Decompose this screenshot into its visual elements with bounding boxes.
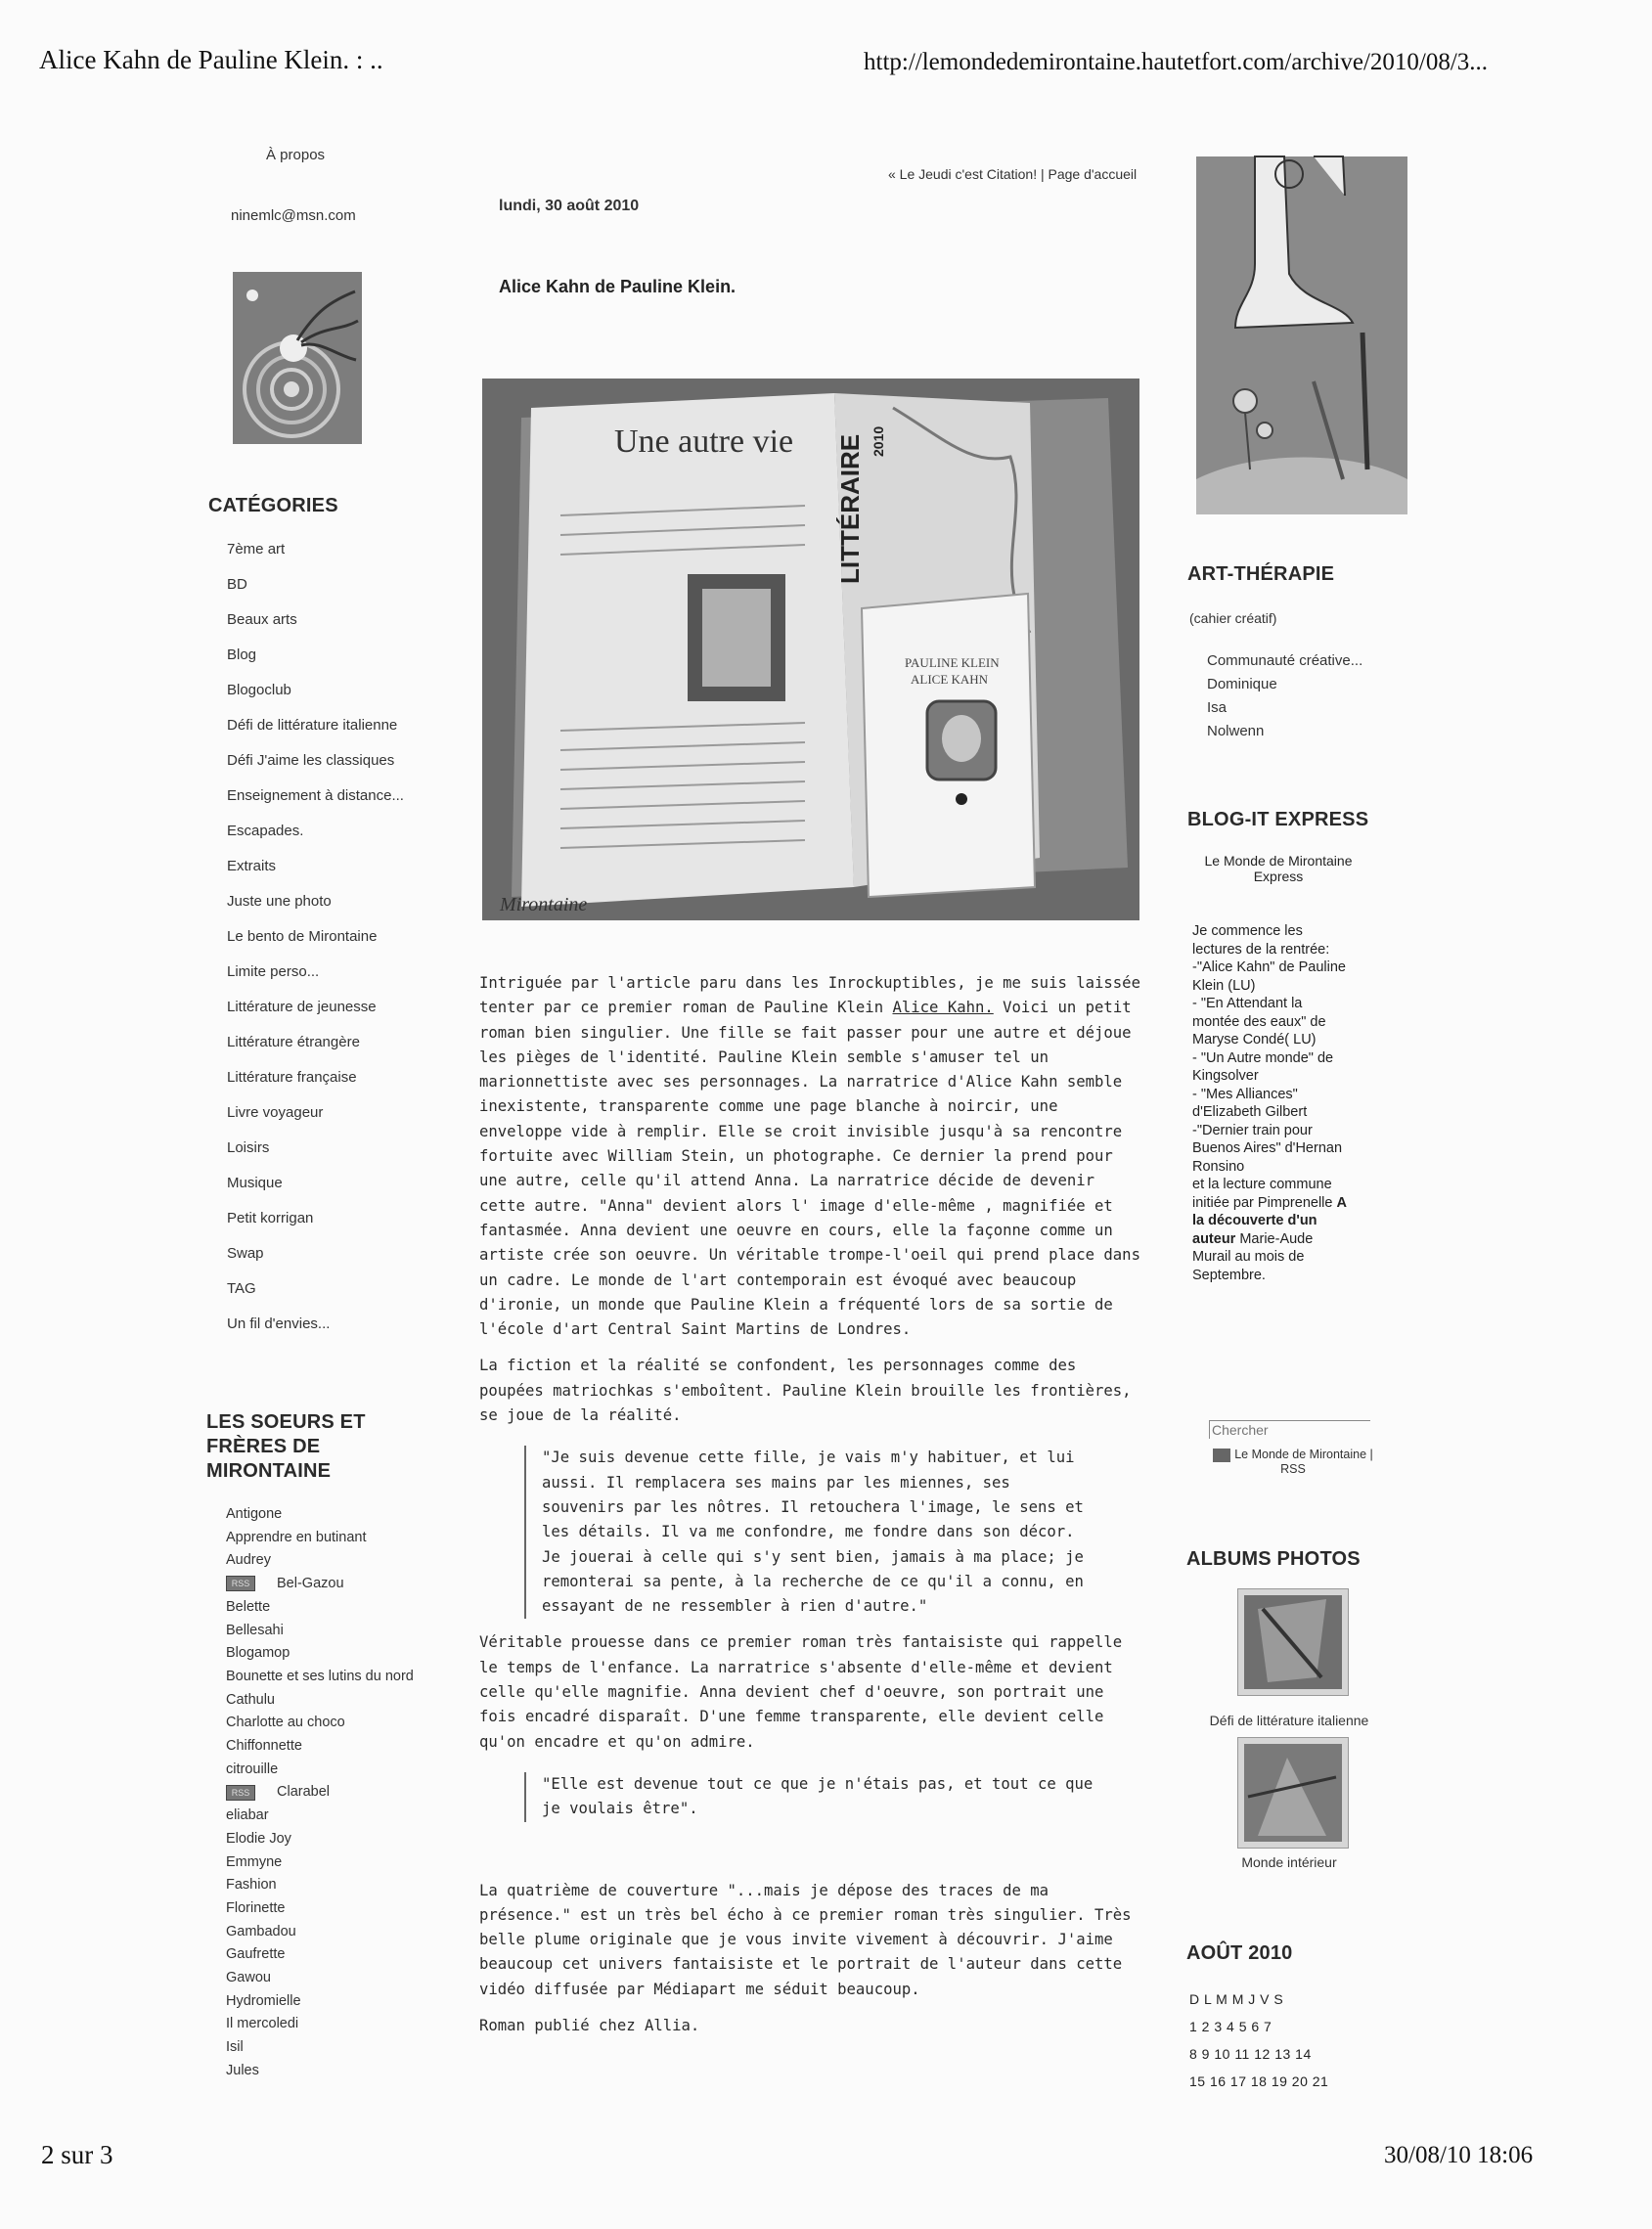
express-content [1192, 922, 1351, 1284]
book-title: ALICE KAHN [911, 672, 989, 687]
sibling-blog-label: Florinette [226, 1899, 286, 1916]
sibling-blog-link[interactable] [226, 1943, 414, 1967]
category-link[interactable]: Limite perso... [227, 963, 320, 980]
sibling-blog-link[interactable] [226, 2013, 414, 2036]
sibling-blog-label: Bounette et ses lutins du nord [226, 1668, 414, 1684]
sibling-blog-link[interactable] [226, 1689, 414, 1713]
post-title[interactable]: Alice Kahn de Pauline Klein. [499, 277, 737, 296]
category-link[interactable]: Swap [227, 1245, 264, 1262]
sibling-blog-label: Emmyne [226, 1853, 283, 1870]
print-page-title: Alice Kahn de Pauline Klein. : .. [39, 45, 383, 74]
express-item: -"Dernier train pour Buenos Aires" d'Hernan Ronsino [1192, 1122, 1343, 1175]
rss-badge-icon[interactable]: RSS [226, 1785, 255, 1801]
photo-watermark: Mirontaine [500, 894, 588, 915]
sibling-blog-link[interactable] [226, 1990, 414, 2014]
sibling-blog-link[interactable] [226, 2060, 414, 2083]
album-thumbnail[interactable] [1237, 1737, 1349, 1849]
print-datetime: 30/08/10 18:06 [1384, 2142, 1534, 2168]
avatar-picture [233, 272, 362, 444]
express-tail [1192, 1176, 1351, 1284]
sibling-blog-link[interactable] [226, 1642, 414, 1666]
book-magazine-photo [482, 379, 1139, 920]
print-page-url: http://lemondedemirontaine.hautetfort.com/archive/2010/08/3... [864, 49, 1489, 75]
sibling-blog-link[interactable] [226, 1874, 414, 1897]
book-link[interactable]: Alice Kahn. [892, 999, 994, 1017]
category-link[interactable]: Extraits [227, 858, 277, 874]
search-input[interactable] [1209, 1420, 1370, 1439]
book-author: PAULINE KLEIN [905, 655, 1000, 670]
sibling-blog-label: Bel-Gazou [277, 1576, 344, 1592]
art-link[interactable]: Communauté créative... [1207, 652, 1363, 669]
sibling-blog-link[interactable] [226, 1503, 414, 1527]
about-link[interactable]: À propos [266, 147, 326, 163]
sibling-blog-label: Jules [226, 2062, 259, 2078]
calendar-week[interactable]: 8 9 10 11 12 13 14 [1189, 2046, 1312, 2062]
post-paragraph: Roman publié chez Allia. [479, 2016, 700, 2034]
sibling-blog-link[interactable] [226, 1527, 414, 1550]
avatar-illustration [233, 272, 362, 444]
print-page-number: 2 sur 3 [41, 2140, 113, 2169]
post-paragraph: La fiction et la réalité se confondent, les personnages comme des poupées matriochkas s'emboîtent. Pauline Klein brouille les frontières, se joue de la réalité. [479, 1357, 1132, 1425]
album-caption[interactable]: Monde intérieur [1241, 1854, 1337, 1870]
express-tail-text: Marie-Aude Murail au mois de Septembre. [1192, 1230, 1314, 1283]
sibling-blog-label: Il mercoledi [226, 2016, 299, 2032]
post-quote: "Je suis devenue cette fille, je vais m'y habituer, et lui aussi. Il remplacera ses mains par les miennes, ses souvenirs par les nôtres. Il retouchera l'image, le sens et les détails. Il va me confondre, me fondre dans son décor. Je jouerai à celle qui s'y sent bien, jamais à ma place; je remonterai sa pente, à la recherche de ce qu'il a connu, en essayant de ne ressembler à rien d'autre." [524, 1446, 1094, 1619]
sibling-blog-label: Blogamop [226, 1645, 290, 1662]
rss-badge-icon[interactable]: RSS [226, 1576, 255, 1591]
sibling-blog-link[interactable] [226, 1712, 414, 1735]
sibling-blog-label: Charlotte au choco [226, 1715, 345, 1731]
post-paragraph: La quatrième de couverture "...mais je dépose des traces de ma présence." est un très bel écho à ce premier roman très singulier. Très belle plume originale que je vous invite vivement à découvrir. J'aime beaucoup cet univers fantaisiste et le portrait de l'auteur dans cette vidéo diffusée par Médiapart me séduit beaucoup. [479, 1881, 1132, 1998]
sibling-blog-label: Gaufrette [226, 1946, 286, 1963]
art-link[interactable]: Dominique [1207, 676, 1277, 692]
category-link[interactable]: Beaux arts [227, 611, 297, 628]
post-body [479, 971, 1142, 2038]
calendar-week[interactable]: 15 16 17 18 19 20 21 [1189, 2073, 1329, 2089]
sibling-blog-label: Isil [226, 2039, 244, 2056]
category-link[interactable]: Défi J'aime les classiques [227, 752, 395, 769]
category-link[interactable]: TAG [227, 1280, 256, 1297]
siblings-list [226, 1503, 414, 2083]
art-therapy-title: ART-THÉRAPIE [1187, 563, 1335, 585]
sibling-blog-link[interactable] [226, 1549, 414, 1573]
categories-list [227, 532, 404, 1342]
art-picture [1196, 156, 1407, 514]
sibling-blog-label: citrouille [226, 1761, 279, 1777]
express-intro: Je commence les lectures de la rentrée: [1192, 923, 1330, 958]
rss-icon [1213, 1449, 1230, 1462]
sibling-blog-label: Hydromielle [226, 1992, 301, 2009]
sibling-blog-label: Audrey [226, 1552, 271, 1569]
calendar-week[interactable]: 1 2 3 4 5 6 7 [1189, 2019, 1272, 2034]
category-link[interactable]: 7ème art [227, 541, 286, 557]
sibling-blog-link[interactable] [226, 1620, 414, 1643]
albums-title: ALBUMS PHOTOS [1186, 1548, 1361, 1570]
category-link[interactable]: Blog [227, 646, 257, 663]
album-thumbnail[interactable] [1237, 1588, 1349, 1696]
sibling-blog-label: Bellesahi [226, 1622, 284, 1638]
sibling-blog-label: Gawou [226, 1970, 271, 1986]
rss-feed-link[interactable] [1201, 1448, 1385, 1477]
calendar-title: AOÛT 2010 [1186, 1942, 1293, 1964]
magazine-year: 2010 [871, 425, 886, 457]
sibling-blog-link[interactable] [226, 1805, 414, 1828]
art-therapy-links [1207, 649, 1362, 743]
sibling-blog-label: Gambadou [226, 1923, 296, 1939]
sibling-blog-label: Cathulu [226, 1691, 275, 1708]
express-tail-text: et la lecture commune initiée par Pimprenelle [1192, 1177, 1337, 1211]
sibling-blog-link[interactable] [226, 1781, 414, 1805]
post-date: lundi, 30 août 2010 [499, 198, 640, 214]
art-link[interactable]: Nolwenn [1207, 723, 1265, 739]
magazine-heading: Une autre vie [614, 424, 794, 460]
album-photo-1 [1238, 1589, 1348, 1695]
sibling-blog-label: Fashion [226, 1877, 277, 1894]
post-photo [482, 379, 1139, 920]
sibling-blog-label: Chiffonnette [226, 1738, 302, 1755]
magazine-band: LITTÉRAIRE [835, 433, 865, 584]
sibling-blog-link[interactable] [226, 1596, 414, 1620]
express-name[interactable]: Le Monde de Mirontaine Express [1204, 853, 1353, 884]
sibling-blog-link[interactable] [226, 1666, 414, 1689]
siblings-title: LES SOEURS ET FRÈRES DE MIRONTAINE [206, 1411, 366, 1482]
sibling-blog-link[interactable] [226, 2036, 414, 2060]
album-photo-2 [1238, 1738, 1348, 1848]
category-link[interactable]: Petit korrigan [227, 1210, 314, 1226]
post-quote: "Elle est devenue tout ce que je n'étais pas, et tout ce que je voulais être". [524, 1772, 1094, 1822]
express-item: - "Un Autre monde" de Kingsolver [1192, 1049, 1334, 1084]
post-paragraph: Véritable prouesse dans ce premier roman très fantaisiste qui rappelle le temps de l'enfance. La narratrice s'absente d'elle-même et devient celle qu'elle magnifie. Anna devient chef d'oeuvre, son portrait une fois encadré disparaît. D'une femme transparente, elle devient celle qu'on encadre et qu'on admire. [479, 1633, 1123, 1751]
post-paragraph [479, 971, 1142, 1342]
art-therapy-subtitle: (cahier créatif) [1189, 610, 1277, 626]
sibling-blog-label: Belette [226, 1598, 271, 1615]
category-link[interactable]: Enseignement à distance... [227, 787, 404, 804]
category-link[interactable]: Escapades. [227, 823, 304, 839]
category-link[interactable]: Livre voyageur [227, 1104, 324, 1121]
sibling-blog-link[interactable] [226, 1897, 414, 1921]
category-link[interactable]: Blogoclub [227, 682, 291, 698]
art-illustration [1196, 156, 1407, 514]
category-link[interactable]: Littérature française [227, 1069, 357, 1086]
sibling-blog-link[interactable] [226, 1967, 414, 1990]
express-title: BLOG-IT EXPRESS [1187, 809, 1369, 830]
sibling-blog-label: Antigone [226, 1506, 283, 1522]
paragraph-text: Voici un petit roman bien singulier. Une fille se fait passer pour une autre et déjoue les pièges de l'identité. Pauline Klein semble s'amuser tel un marionnettiste avec ses personnages. La narratrice d'Alice Kahn semble inexistente, transparente comme une page blanche à noircir, une enveloppe vide à remplir. Elle se croit invisible jusqu'à sa rencontre fortuite avec William Stein, un photographe. Ce dernier la prend pour une autre, celle qu'il attend Anna. La narratrice décide de devenir cette autre. "Anna" devient alors l' image d'elle-même , magnifiée et fantasmée. Anna devient une oeuvre en cours, elle la façonne comme un artiste crée son oeuvre. Un véritable trompe-l'oeil qui prend place dans un cadre. Le monde de l'art contemporain est évoqué avec beaucoup d'ironie, un monde que Pauline Klein a fréquenté lors de sa sortie de l'école d'art Central Saint Martins de Londres. [479, 999, 1140, 1339]
paragraph-text: Intriguée par l'article paru dans les Inrockuptibles, je me suis laissée tenter par ce premier roman de Pauline Klein [479, 974, 1140, 1017]
category-link[interactable]: Littérature étrangère [227, 1034, 360, 1050]
calendar-weekdays: D L M M J V S [1189, 1991, 1284, 2007]
express-item: - "En Attendant la montée des eaux" de Maryse Condé( LU) [1192, 996, 1326, 1048]
sibling-blog-link[interactable] [226, 1851, 414, 1875]
sibling-blog-label: eliabar [226, 1807, 269, 1824]
post-navigation[interactable]: « Le Jeudi c'est Citation! | Page d'accueil [888, 166, 1138, 182]
category-link[interactable]: Littérature de jeunesse [227, 999, 377, 1015]
calendar [1189, 1985, 1329, 2089]
category-link[interactable]: Musique [227, 1175, 283, 1191]
category-link[interactable]: Loisirs [227, 1139, 270, 1156]
express-item: -"Alice Kahn" de Pauline Klein (LU) [1192, 959, 1347, 994]
sibling-blog-link[interactable] [226, 1759, 414, 1782]
category-link[interactable]: BD [227, 576, 247, 593]
album-caption[interactable]: Défi de littérature italienne [1209, 1713, 1369, 1728]
express-item: - "Mes Alliances" d'Elizabeth Gilbert [1192, 1086, 1308, 1120]
sibling-blog-label: Elodie Joy [226, 1830, 291, 1847]
art-link[interactable]: Isa [1207, 699, 1228, 716]
category-link[interactable]: Défi de littérature italienne [227, 717, 398, 734]
express-tail-link[interactable]: A la découverte d'un auteur [1192, 1194, 1347, 1247]
category-link[interactable]: Le bento de Mirontaine [227, 928, 378, 945]
sibling-blog-link[interactable] [226, 1921, 414, 1944]
sibling-blog-link[interactable] [226, 1735, 414, 1759]
category-link[interactable]: Un fil d'envies... [227, 1315, 331, 1332]
sibling-blog-link[interactable] [226, 1573, 414, 1596]
rss-feed-label: Le Monde de Mirontaine | RSS [1234, 1448, 1373, 1476]
categories-title: CATÉGORIES [208, 495, 338, 516]
sibling-blog-label: Apprendre en butinant [226, 1529, 367, 1545]
sibling-blog-label: Clarabel [277, 1784, 330, 1801]
sibling-blog-link[interactable] [226, 1828, 414, 1851]
contact-email[interactable]: ninemlc@msn.com [231, 207, 356, 224]
category-link[interactable]: Juste une photo [227, 893, 332, 910]
